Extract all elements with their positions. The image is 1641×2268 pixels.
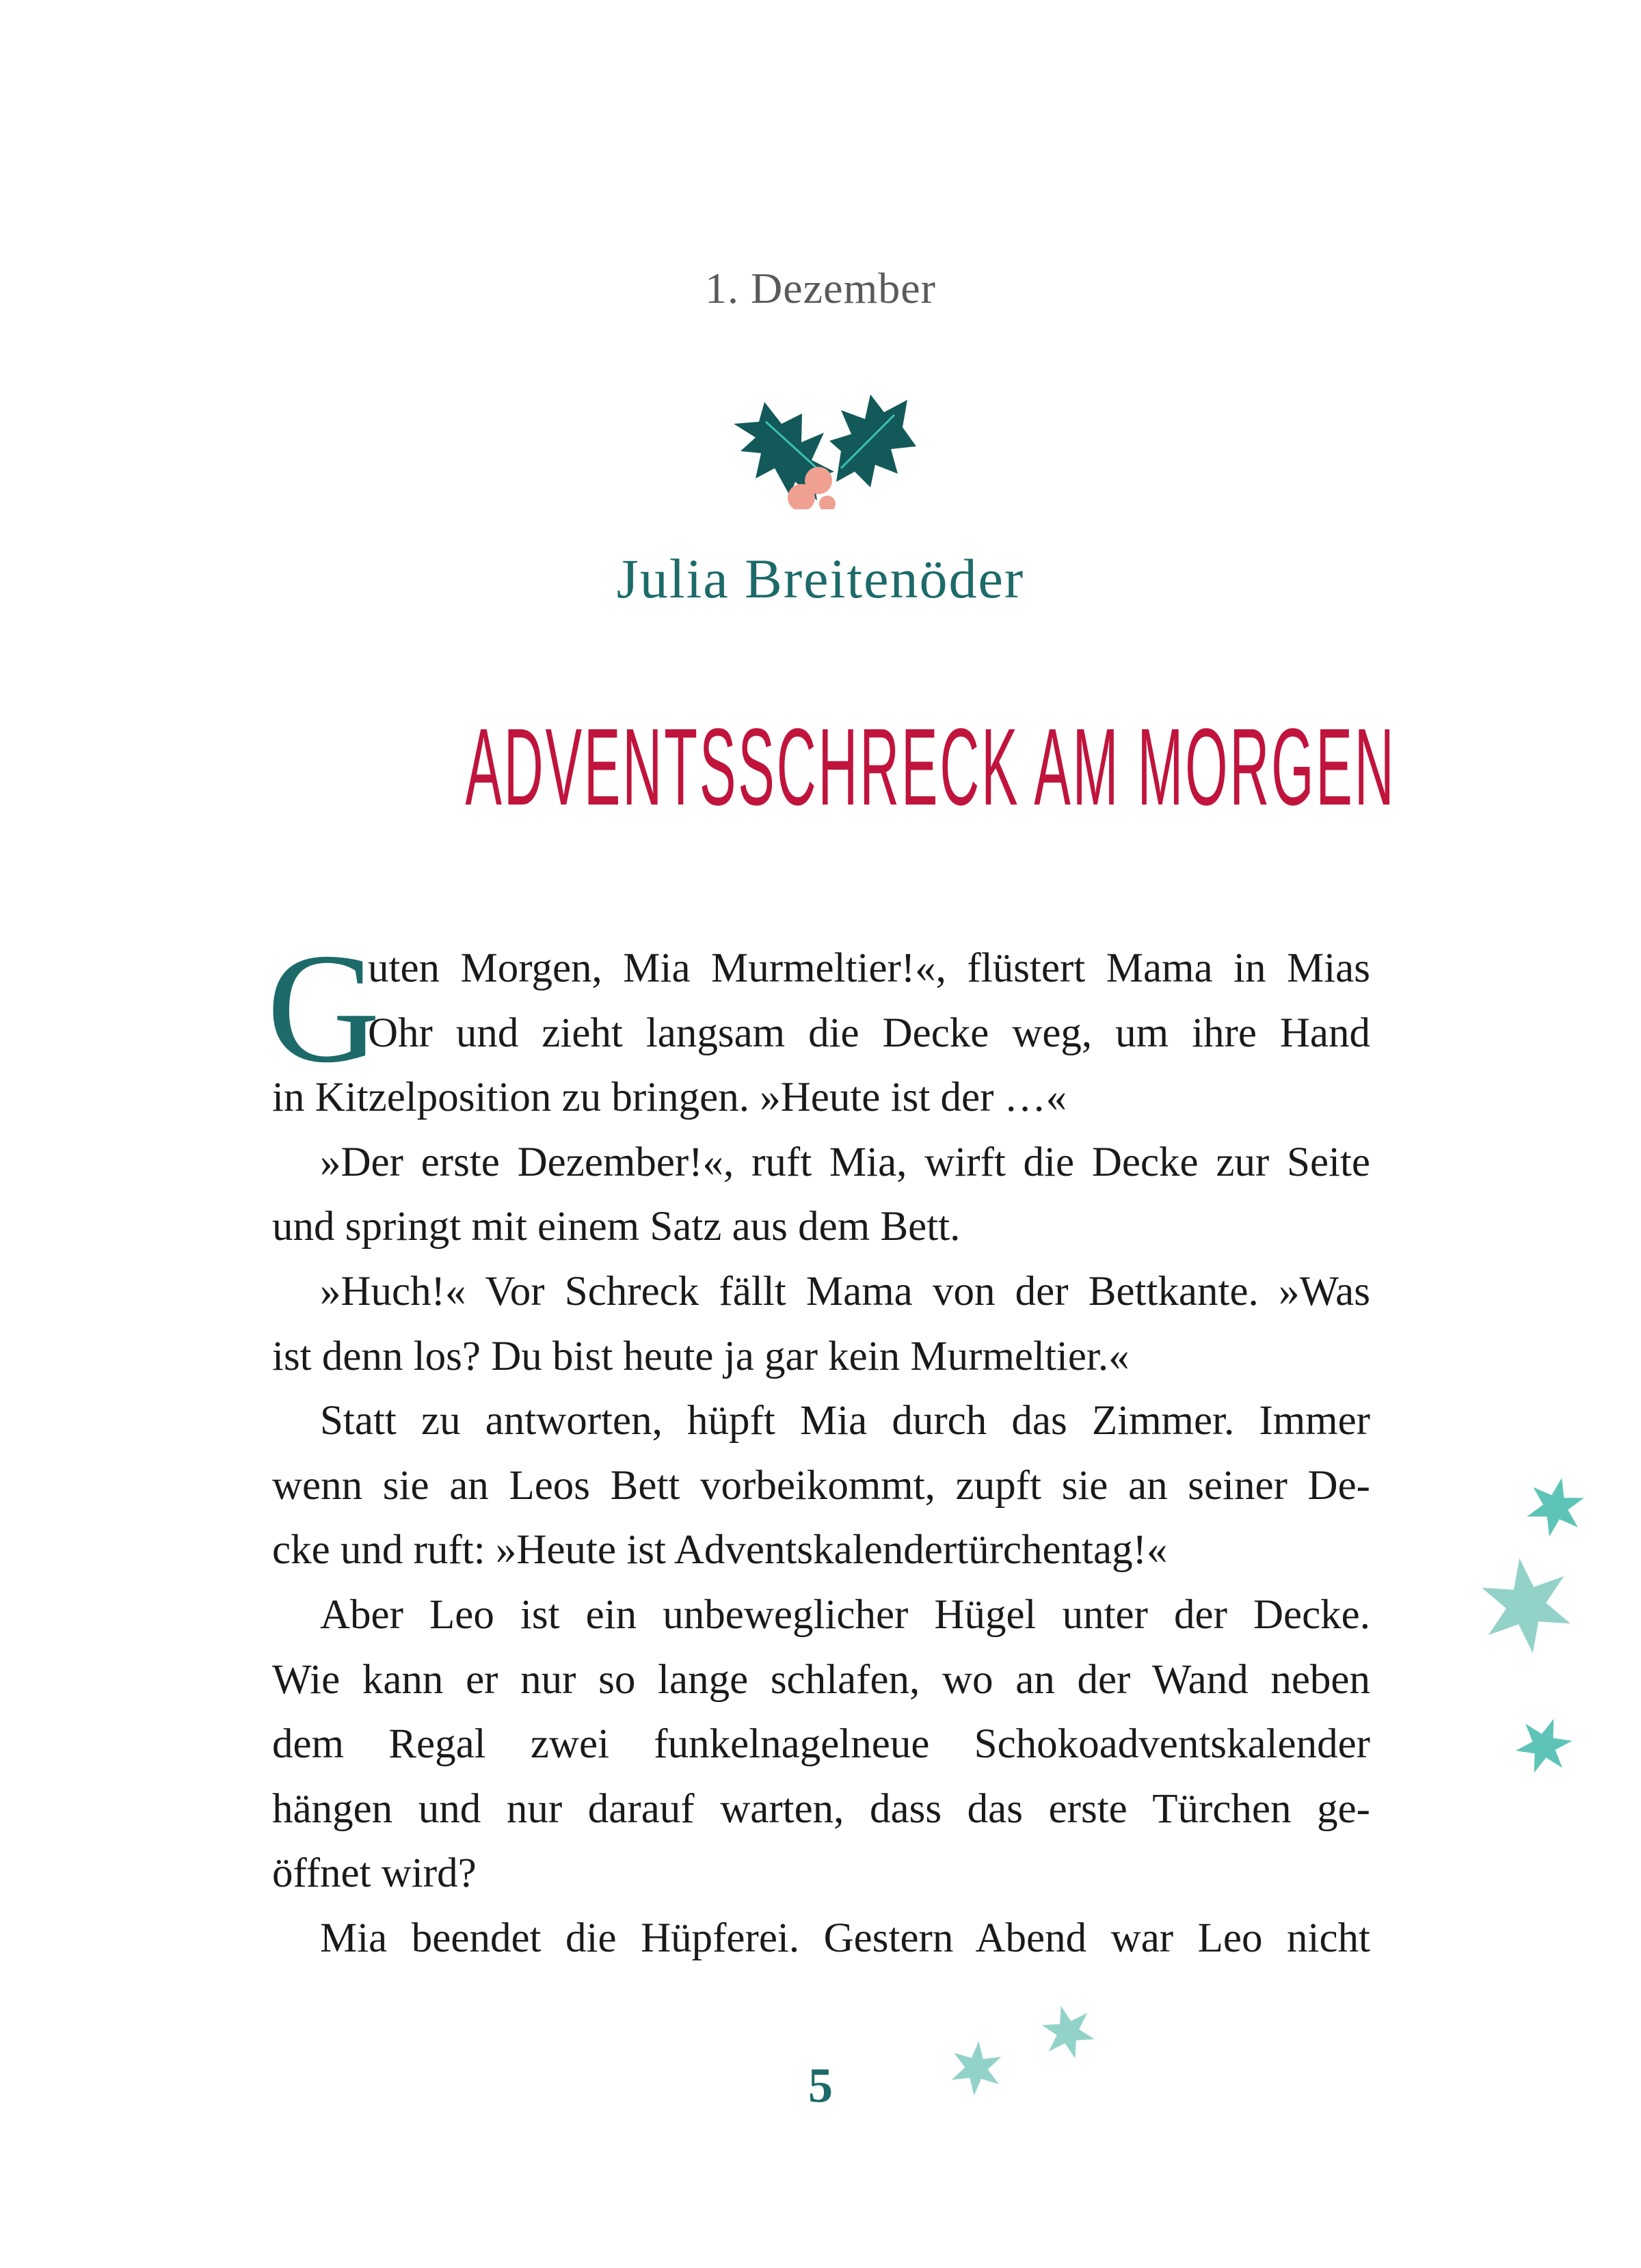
text-line: Mia beendet die Hüpferei. Gestern Abend war Leo nicht <box>320 1915 1370 1961</box>
text-line: »Huch!« Vor Schreck fällt Mama von der Bettkante. »Was <box>320 1268 1370 1314</box>
text-line: und springt mit einem Satz aus dem Bett. <box>272 1204 961 1250</box>
author-name: Julia Breitenöder <box>616 548 1025 610</box>
holly-icon <box>721 373 920 509</box>
text-line: ist denn los? Du bist heute ja gar kein Murmeltier.« <box>272 1333 1130 1379</box>
text-line: »Der erste Dezember!«, ruft Mia, wirft die Decke zur Seite <box>320 1139 1370 1185</box>
page-number: 5 <box>808 2058 833 2113</box>
text-line: wenn sie an Leos Bett vorbeikommt, zupft sie an seiner De- <box>272 1462 1370 1509</box>
star-icon <box>1041 2005 1095 2060</box>
text-line: dem Regal zwei funkelnagelneue Schokoadventskalender <box>272 1721 1370 1768</box>
star-icon <box>1525 1477 1586 1537</box>
text-line: hängen und nur darauf warten, dass das erste Türchen ge- <box>272 1785 1370 1832</box>
story-title <box>0 704 1641 830</box>
text-line: Aber Leo ist ein unbeweglicher Hügel unter der Decke. <box>320 1591 1370 1638</box>
text-line: cke und ruft: »Heute ist Adventskalendertürchentag!« <box>272 1527 1168 1574</box>
star-icon <box>1478 1558 1574 1653</box>
drop-cap: G <box>267 921 381 1095</box>
body-lines <box>272 936 1370 1971</box>
text-line: öffnet wird? <box>272 1850 477 1897</box>
story-title-text: ADVENTSSCHRECK AM MORGEN <box>465 705 1396 828</box>
star-icon <box>1515 1717 1573 1774</box>
text-line: in Kitzelposition zu bringen. »Heute ist der …« <box>272 1075 1067 1121</box>
story-body <box>267 921 1370 1971</box>
star-icon <box>949 2041 1004 2096</box>
text-line: uten Morgen, Mia Murmeltier!«, flüstert Mama in Mias <box>368 945 1370 991</box>
text-line: Statt zu antworten, hüpft Mia durch das Zimmer. Immer <box>320 1398 1370 1444</box>
text-line: Ohr und zieht langsam die Decke weg, um ihre Hand <box>368 1010 1370 1056</box>
text-line: Wie kann er nur so lange schlafen, wo an der Wand neben <box>272 1656 1370 1703</box>
chapter-date: 1. Dezember <box>705 264 936 312</box>
